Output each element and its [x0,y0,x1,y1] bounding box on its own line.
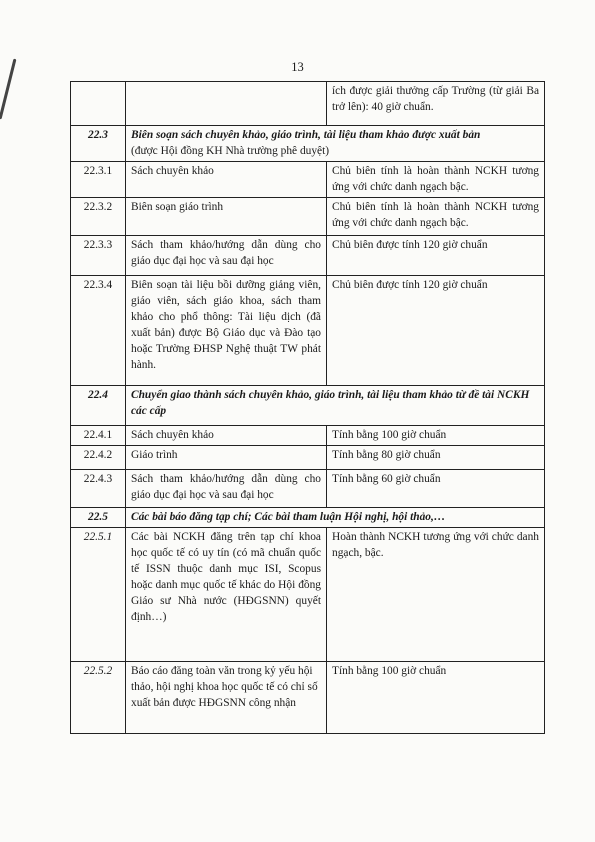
rule-cell: Chủ biên được tính 120 giờ chuẩn [327,276,545,386]
code-cell [71,82,126,126]
section-row [71,508,545,528]
content-cell: Sách tham khảo/hướng dẫn dùng cho giáo dục đại học và sau đại học [126,470,327,508]
section-title: Biên soạn sách chuyên khảo, giáo trình, tài liệu tham khảo được xuất bản [131,129,481,141]
table-row [71,662,545,734]
section-title-cell [126,126,545,162]
table-row [71,236,545,276]
code-cell: 22.5.2 [71,662,126,734]
content-cell: Sách tham khảo/hướng dẫn dùng cho giáo dục đại học và sau đại học [126,236,327,276]
section-row [71,386,545,426]
code-cell: 22.4.3 [71,470,126,508]
section-row [71,126,545,162]
rule-cell: Chủ biên tính là hoàn thành NCKH tương ứng với chức danh ngạch bậc. [327,162,545,198]
table-row [71,446,545,470]
content-cell [126,82,327,126]
code-cell: 22.3.3 [71,236,126,276]
section-subtitle: (được Hội đồng KH Nhà trường phê duyệt) [131,145,330,157]
section-code: 22.5 [71,508,126,528]
page-number: 13 [291,60,304,74]
rule-cell: ích được giải thưởng cấp Trường (từ giải Ba trở lên): 40 giờ chuẩn. [327,82,545,126]
rule-cell: Chủ biên tính là hoàn thành NCKH tương ứng với chức danh ngạch bậc. [327,198,545,236]
content-cell: Các bài NCKH đăng trên tạp chí khoa học quốc tế có uy tín (có mã chuẩn quốc tế ISSN thuộc danh mục ISI, Scopus hoặc danh mục quốc tế khác do Hội đồng Giáo sư Nhà nước (HĐGSNN) quyết định…) [126,528,327,662]
table-row [71,162,545,198]
code-cell: 22.3.1 [71,162,126,198]
rule-cell: Chủ biên được tính 120 giờ chuẩn [327,236,545,276]
content-cell: Giáo trình [126,446,327,470]
code-cell: 22.4.1 [71,426,126,446]
content-cell: Sách chuyên khảo [126,162,327,198]
rule-cell: Tính bằng 100 giờ chuẩn [327,662,545,734]
regulation-table [70,81,545,734]
content-cell: Sách chuyên khảo [126,426,327,446]
content-cell: Biên soạn tài liệu bồi dưỡng giảng viên, giáo viên, sách giáo khoa, sách tham khảo cho phổ thông: Tài liệu dịch (đã xuất bản) được Bộ Giáo dục và Đào tạo hoặc Trường ĐHSP Nghệ thuật TW phát hành. [126,276,327,386]
code-cell: 22.5.1 [71,528,126,662]
table-row [71,276,545,386]
content-cell: Báo cáo đăng toàn văn trong kỷ yếu hội thảo, hội nghị khoa học quốc tế có chỉ số xuất bản được HĐGSNN công nhận [126,662,327,734]
code-cell: 22.4.2 [71,446,126,470]
code-cell: 22.3.4 [71,276,126,386]
content-cell: Biên soạn giáo trình [126,198,327,236]
section-code: 22.3 [71,126,126,162]
section-code: 22.4 [71,386,126,426]
code-cell: 22.3.2 [71,198,126,236]
table-row [71,426,545,446]
section-title: Các bài báo đăng tạp chí; Các bài tham luận Hội nghị, hội thảo,… [126,508,545,528]
section-title: Chuyển giao thành sách chuyên khảo, giáo trình, tài liệu tham khảo từ đề tài NCKH các cấp [126,386,545,426]
table-row [71,82,545,126]
table-row [71,528,545,662]
rule-cell: Tính bằng 60 giờ chuẩn [327,470,545,508]
table-row [71,470,545,508]
rule-cell: Hoàn thành NCKH tương ứng với chức danh ngạch, bậc. [327,528,545,662]
rule-cell: Tính bằng 100 giờ chuẩn [327,426,545,446]
table-row [71,198,545,236]
rule-cell: Tính bằng 80 giờ chuẩn [327,446,545,470]
